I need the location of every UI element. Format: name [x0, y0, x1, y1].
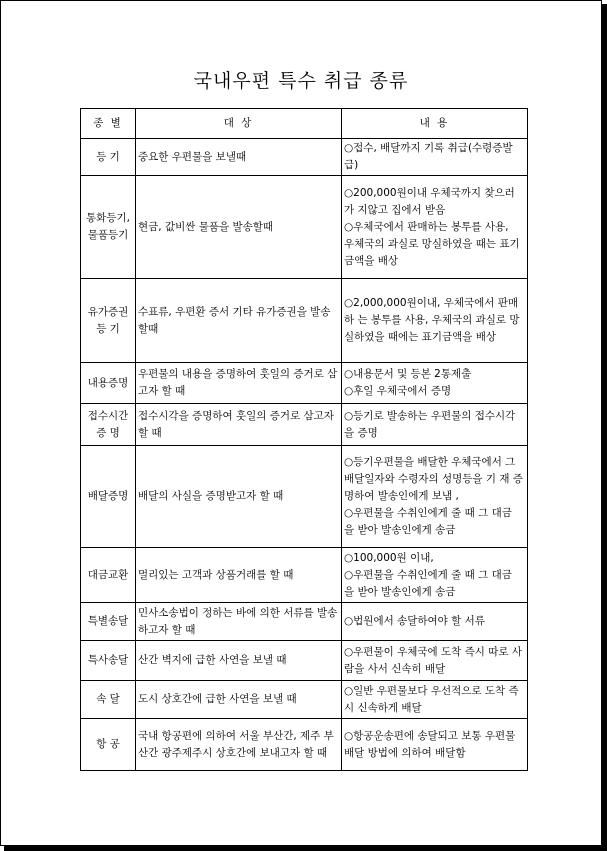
header-target: 대 상 [136, 109, 342, 139]
content-line: ○우체국에서 판매하는 봉투를 사용, [344, 220, 509, 233]
content-line: ○등기우편물을 배달한 우체국에서 그 배달일자와 수령자의 성명등을 기 재 증명하여 발송인에게 보냄 , [344, 456, 523, 502]
table-row [81, 641, 528, 681]
row-content [342, 404, 528, 446]
table-row [81, 176, 528, 279]
row-content [342, 363, 528, 404]
content-line: ○우편물이 우체국에 도착 즉시 따로 사람을 사서 신속히 배달 [344, 645, 522, 675]
content-line: 우체국의 과실로 망실하였을 때는 표기금액을 배상 [344, 237, 520, 267]
table-row [81, 719, 528, 771]
row-target: 우편물의 내용을 증명하여 훗일의 증거로 삼고자 할 때 [136, 363, 342, 404]
row-content [342, 548, 528, 603]
row-kind: 등 기 [81, 139, 136, 176]
table-row [81, 681, 528, 719]
table-header-row [81, 109, 528, 139]
content-line: ○내용문서 및 등본 2통제출 [344, 368, 472, 380]
content-line: ○100,000원 이내, [344, 551, 434, 564]
content-line: ○후일 우체국에서 증명 [344, 385, 452, 397]
table-row [81, 548, 528, 603]
row-target: 도시 상호간에 급한 사연을 보낼 때 [136, 681, 342, 719]
row-content [342, 681, 528, 719]
content-line: ○2,000,000원이내, 우체국에서 판매하 는 봉투를 사용, 우체국의 과실로 망 실하였을 때에는 표기금액을 배상 [344, 297, 520, 343]
content-line: ○등기로 발송하는 우편물의 접수시각 을 증명 [344, 409, 516, 439]
row-kind: 속 달 [81, 681, 136, 719]
table-row [81, 139, 528, 176]
table-row [81, 603, 528, 641]
content-line: ○일반 우편물보다 우선적으로 도착 즉시 신속하게 배달 [344, 684, 519, 714]
row-kind: 대금교환 [81, 548, 136, 603]
table-row [81, 404, 528, 446]
page-shadow-bottom [4, 846, 607, 851]
row-kind: 특별송달 [81, 603, 136, 641]
row-target: 국내 항공편에 의하여 서울 부산간, 제주 부산간 광주제주시 상호간에 보내고자 할 때 [136, 719, 342, 771]
page-shadow-right [602, 4, 607, 851]
content-line: ○우편물을 수취인에게 줄 때 그 대금 을 받아 발송인에게 송금 [344, 568, 512, 598]
row-target: 멀리있는 고객과 상품거래를 할 때 [136, 548, 342, 603]
row-kind: 유가증권 등 기 [81, 279, 136, 363]
row-kind: 접수시간 증 명 [81, 404, 136, 446]
table-row [81, 363, 528, 404]
row-target: 배달의 사실을 증명받고자 할 때 [136, 446, 342, 548]
row-content [342, 446, 528, 548]
row-kind: 내용증명 [81, 363, 136, 404]
row-content [342, 641, 528, 681]
row-target: 수표류, 우편환 증서 기타 유가증권을 발송할때 [136, 279, 342, 363]
document-title: 국내우편 특수 취급 종류 [193, 70, 409, 92]
header-kind: 종 별 [81, 109, 136, 139]
content-line: ○법원에서 송달하여야 할 서류 [344, 615, 485, 627]
row-target: 민사소송법이 정하는 바에 의한 서류를 발송하고자 할 때 [136, 603, 342, 641]
row-content [342, 719, 528, 771]
row-kind: 배달증명 [81, 446, 136, 548]
row-content [342, 176, 528, 279]
content-line: ○우편물을 수취인에게 줄 때 그 대금 을 받아 발송인에게 송금 [344, 507, 512, 536]
header-content: 내 용 [342, 109, 528, 139]
row-target: 중요한 우편물을 보낼때 [136, 139, 342, 176]
row-target: 산간 벽지에 급한 사연을 보낼 때 [136, 641, 342, 681]
special-handling-table [80, 108, 528, 771]
row-kind: 항 공 [81, 719, 136, 771]
table-row [81, 279, 528, 363]
row-kind: 특사송달 [81, 641, 136, 681]
row-content [342, 139, 528, 176]
row-kind: 통화등기, 물품등기 [81, 176, 136, 279]
content-line: ○200,000원이내 우체국까지 찾으러 가 지않고 집에서 받음 [344, 186, 515, 216]
row-content [342, 603, 528, 641]
row-target: 현금, 값비싼 물품을 발송할때 [136, 176, 342, 279]
table-row [81, 446, 528, 548]
row-content [342, 279, 528, 363]
content-line: ○항공운송편에 송달되고 보통 우편물 배달 방법에 의하여 배달함 [344, 729, 516, 759]
row-target: 접수시각을 증명하여 훗일의 증거로 삼고자 할 때 [136, 404, 342, 446]
content-line: ○접수, 배달까지 기록 취급(수령증발 급) [344, 142, 513, 171]
